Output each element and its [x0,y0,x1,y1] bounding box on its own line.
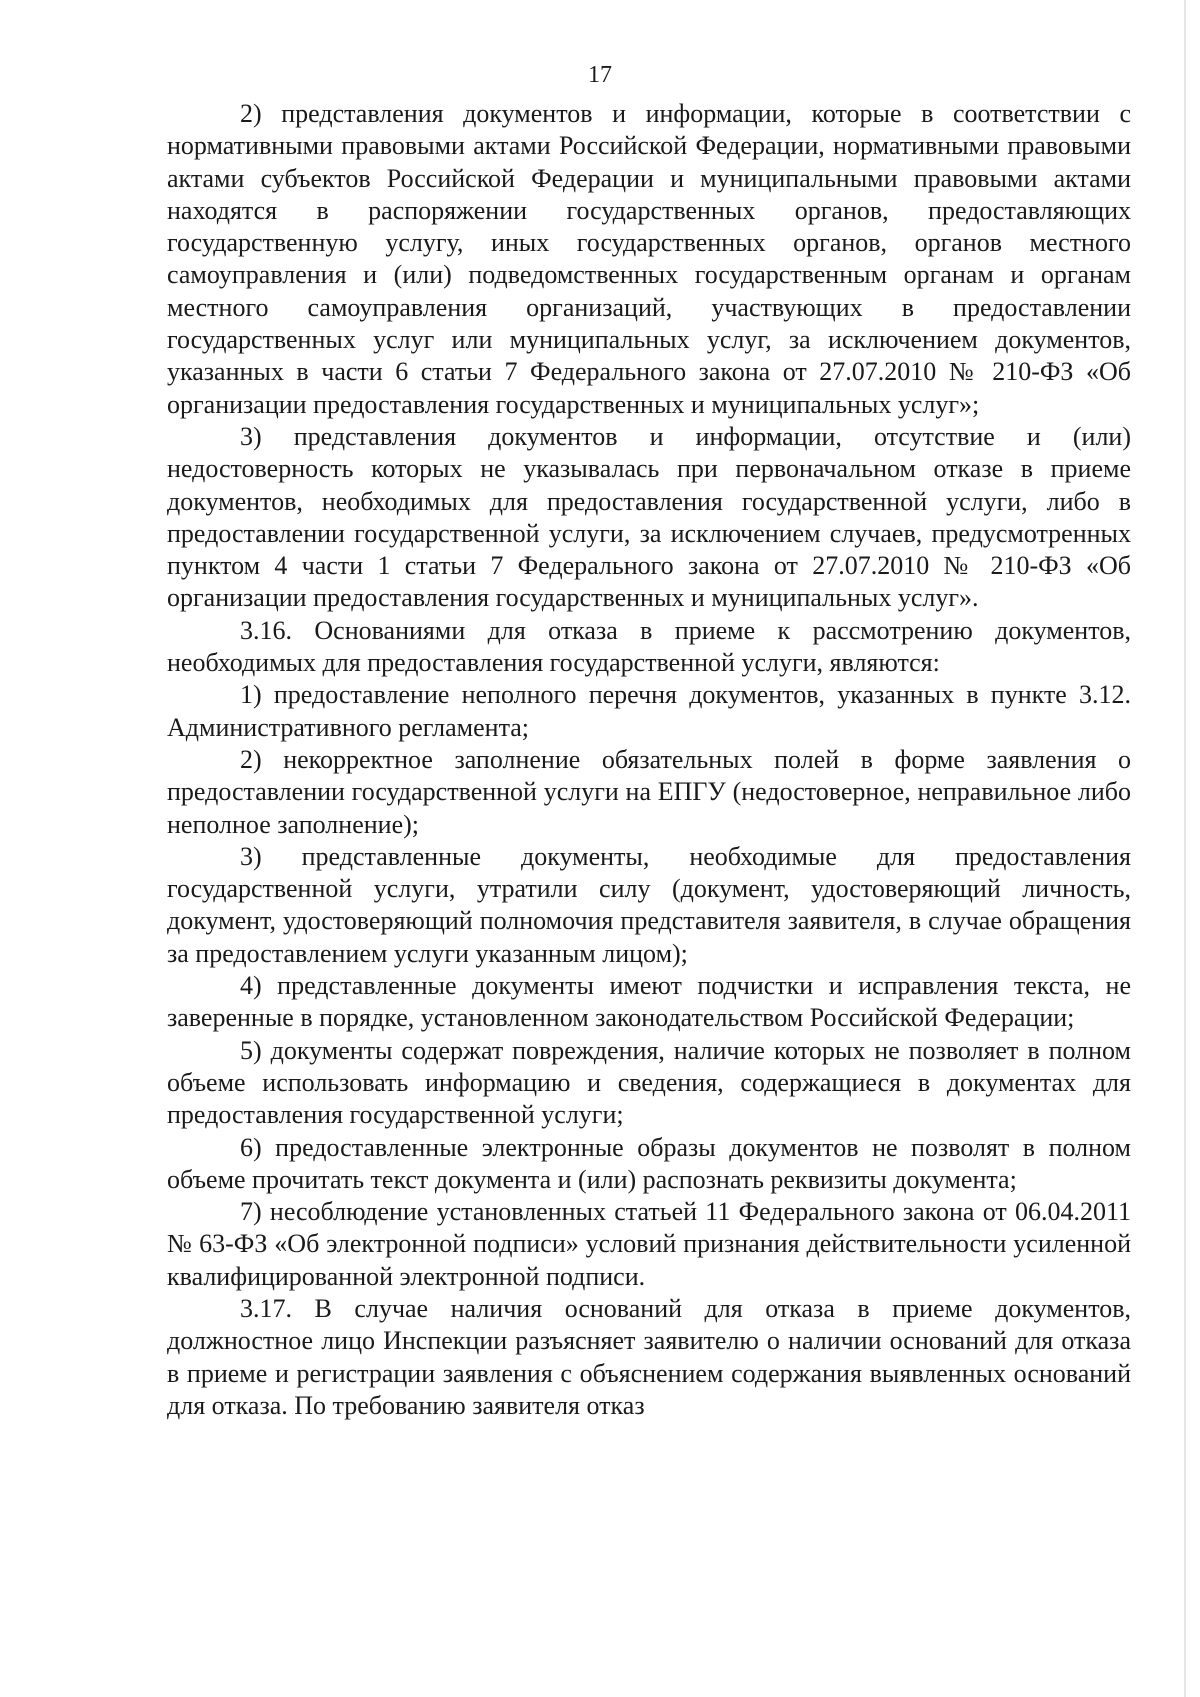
paragraph-ground-5: 5) документы содержат повреждения, наличие которых не позволяет в полном объеме использовать информацию и сведения, содержащиеся в документах для предоставления государственной услуги; [167,1035,1131,1130]
paragraph-ground-6: 6) предоставленные электронные образы документов не позволят в полном объеме прочитать текст документа и (или) распознать реквизиты документа; [167,1132,1131,1194]
page-number: 17 [588,62,612,88]
paragraph-ground-2: 2) некорректное заполнение обязательных полей в форме заявления о предоставлении государственной услуги на ЕПГУ (недостоверное, неправильное либо неполное заполнение); [167,744,1131,839]
paragraph-section-3-16: 3.16. Основаниями для отказа в приеме к рассмотрению документов, необходимых для предоставления государственной услуги, являются: [167,615,1131,678]
paragraph-ground-3: 3) представленные документы, необходимые для предоставления государственной услуги, утратили силу (документ, удостоверяющий личность, документ, удостоверяющий полномочия представителя заявителя, в случае обращения за предоставлением услуги указанным лицом); [167,841,1131,968]
paragraph-item-3: 3) представления документов и информации, отсутствие и (или) недостоверность которых не указывалась при первоначальном отказе в приеме документов, необходимых для предоставления государственной услуги, либо в предоставлении государственной услуги, за исключением случаев, предусмотренных пунктом 4 части 1 статьи 7 Федерального закона от 27.07.2010 № 210-ФЗ «Об организации предоставления государственных и муниципальных услуг». [167,421,1131,613]
paragraph-ground-4: 4) представленные документы имеют подчистки и исправления текста, не заверенные в порядке, установленном законодательством Российской Федерации; [167,971,1131,1033]
scan-edge-line [1184,0,1186,1697]
paragraph-ground-7: 7) несоблюдение установленных статьей 11 Федерального закона от 06.04.2011 № 63-ФЗ «Об электронной подписи» условий признания действительности усиленной квалифицированной электронной подписи. [167,1197,1131,1291]
document-body [167,98,1131,1422]
paragraph-section-3-17: 3.17. В случае наличия оснований для отказа в приеме документов, должностное лицо Инспекции разъясняет заявителю о наличии оснований для отказа в приеме и регистрации заявления с объяснением содержания выявленных оснований для отказа. По требованию заявителя отказ [167,1293,1131,1420]
paragraph-item-2: 2) представления документов и информации, которые в соответствии с нормативными правовыми актами Российской Федерации, нормативными правовыми актами субъектов Российской Федерации и муниципальными правовыми актами находятся в распоряжении государственных органов, предоставляющих государственную услугу, иных государственных органов, органов местного самоуправления и (или) подведомственных государственным органам и органам местного самоуправления организаций, участвующих в предоставлении государственных услуг или муниципальных услуг, за исключением документов, указанных в части 6 статьи 7 Федерального закона от 27.07.2010 № 210-ФЗ «Об организации предоставления государственных и муниципальных услуг»; [167,99,1131,419]
paragraph-ground-1: 1) предоставление неполного перечня документов, указанных в пункте 3.12. Административного регламента; [167,680,1131,742]
